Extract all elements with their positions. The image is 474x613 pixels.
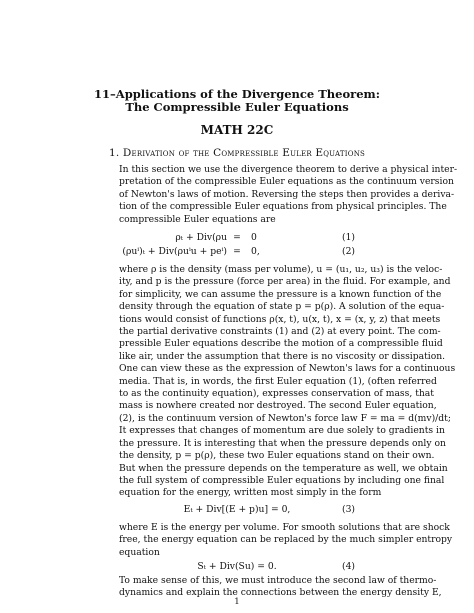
text-line: ity, and p is the pressure (force per area) in the fluid. For example, and: [119, 276, 451, 288]
course-heading: MATH 22C: [200, 123, 274, 137]
title-line-1: 11–Applications of the Divergence Theorem:: [94, 87, 380, 101]
text-line: equation: [119, 546, 160, 558]
text-line: where ρ is the density (mass per volume), u = (u₁, u₂, u₃) is the veloc-: [119, 264, 443, 275]
equation-lhs: (ρuⁱ)ₜ + Div(ρuⁱu + peⁱ): [122, 246, 227, 257]
text-line: like air, under the assumption that there is no viscosity or dissipation.: [119, 350, 446, 362]
text-line: equation for the energy, written most simply in the form: [119, 487, 382, 499]
text-line: of Newton's laws of motion. Reversing the steps then provides a deriva-: [119, 188, 455, 200]
text-line: density through the equation of state p = p(ρ). A solution of the equa-: [119, 301, 445, 313]
text-line: for simplicity, we can assume the pressure is a known function of the: [119, 288, 442, 300]
paragraph-intro: [119, 164, 458, 226]
text-line: tion of the compressible Euler equations from physical principles. The: [119, 201, 447, 213]
text-line: the full system of compressible Euler equations by including one final: [119, 474, 445, 486]
text-line: In this section we use the divergence theorem to derive a physical inter-: [119, 164, 458, 175]
equation-number: (2): [341, 246, 355, 257]
equation-number: (3): [341, 504, 355, 515]
text-line: It expresses that changes of momentum are due solely to gradients in: [119, 425, 445, 437]
equation-number: (4): [341, 561, 355, 572]
text-line: compressible Euler equations are: [119, 213, 276, 225]
equation-body: Sₜ + Div(Su) = 0.: [197, 561, 277, 572]
text-line: media. That is, in words, the first Euler equation (1), (often referred: [119, 375, 437, 387]
page-number: 1: [234, 597, 240, 607]
equation-relation: =: [233, 246, 241, 257]
equation-body: Eₜ + Div[(E + p)u] = 0,: [183, 504, 291, 515]
text-line: (2), is the continuum version of Newton's force law F = ma = d(mv)/dt;: [119, 412, 451, 424]
equation-rhs: 0,: [251, 246, 260, 257]
equation-1: [119, 232, 355, 244]
text-line: free, the energy equation can be replaced by the much simpler entropy: [119, 534, 453, 546]
equation-2: [119, 246, 355, 258]
text-line: dynamics and explain the connections between the energy density E,: [119, 587, 442, 599]
text-line: tions would consist of functions ρ(x, t), u(x, t), x = (x, y, z) that meets: [119, 313, 441, 325]
section-heading: 1. Derivation of the Compressible Euler Equations: [108, 147, 366, 159]
text-line: the density, p = p(ρ), these two Euler equations stand on their own.: [119, 450, 435, 462]
equation-number: (1): [341, 232, 355, 243]
text-line: to as the continuity equation), expresses conservation of mass, that: [119, 388, 434, 400]
text-line: the partial derivative constraints (1) and (2) at every point. The com-: [119, 326, 441, 338]
equation-rhs: 0: [251, 232, 257, 243]
equation-relation: =: [233, 232, 241, 243]
equation-3: [119, 504, 355, 516]
paragraph-body: [119, 264, 456, 500]
text-line: To make sense of this, we must introduce the second law of thermo-: [119, 575, 437, 586]
text-line: mass is nowhere created nor destroyed. The second Euler equation,: [119, 400, 437, 412]
text-line: where E is the energy per volume. For smooth solutions that are shock: [119, 522, 450, 533]
title-line-2: The Compressible Euler Equations: [125, 100, 349, 114]
equation-lhs: ρₜ + Div(ρu: [175, 232, 227, 243]
text-line: But when the pressure depends on the temperature as well, we obtain: [119, 462, 448, 474]
equation-4: [119, 561, 355, 573]
paragraph-energy: [119, 522, 453, 559]
text-line: pressible Euler equations describe the motion of a compressible fluid: [119, 338, 443, 350]
text-line: One can view these as the expression of Newton's laws for a continuous: [119, 363, 456, 375]
text-line: the pressure. It is interesting that when the pressure depends only on: [119, 437, 446, 449]
text-line: pretation of the compressible Euler equations as the continuum version: [119, 176, 454, 188]
